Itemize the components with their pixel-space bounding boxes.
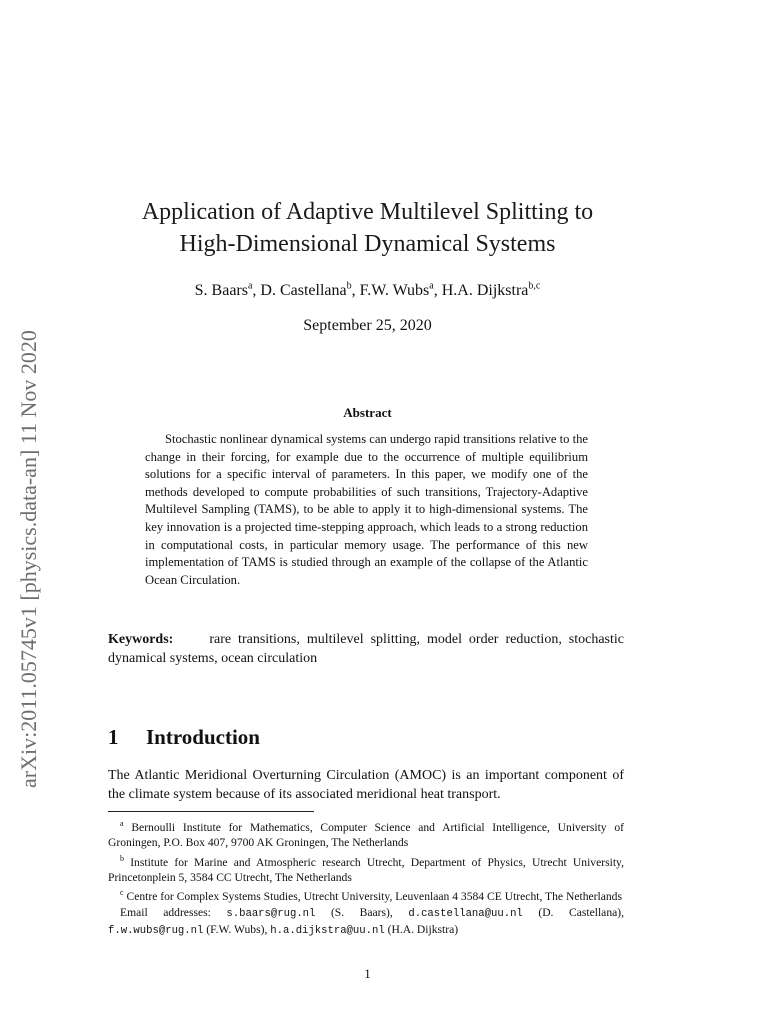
keywords-label: Keywords: (108, 632, 174, 647)
paper-date: September 25, 2020 (303, 317, 432, 334)
email-link[interactable]: s.baars@rug.nl (226, 907, 316, 920)
author-affiliation: a (247, 281, 253, 292)
footnote-email: Email addresses: s.baars@rug.nl (S. Baars), d.castellana@uu.nl (D. Castellana), f.w.wubs@rug.nl (F.W. Wubs), h.a.dijkstra@uu.nl (H.A. Dijkstra) (108, 905, 625, 938)
author-affiliation: a (429, 281, 434, 292)
section-heading (108, 725, 260, 750)
arxiv-stamp: arXiv:2011.05745v1 [physics.data-an] 11 Nov 2020 (16, 330, 41, 788)
author: D. Castellana$^b$, (260, 281, 360, 300)
paper-title (0, 196, 735, 260)
keywords (108, 630, 624, 668)
section-number: 1 (108, 725, 119, 749)
author-list (0, 281, 735, 300)
footnote-c: $^c$ Centre for Complex Systems Studies, Utrecht University, Leuvenlaan 4 3584 CE Utrecht, The Netherlands (120, 888, 622, 904)
intro-paragraph: The Atlantic Meridional Overturning Circulation (AMOC) is an important component of the climate system because of its associated meridional heat transport. (108, 768, 624, 802)
abstract-body: Stochastic nonlinear dynamical systems can undergo rapid transitions relative to the change in their forcing, for example due to the occurrence of multiple equilibrium solutions for a specific interval of parameters. In this paper, we modify one of the methods developed to compute probabilities of such transitions, Trajectory-Adaptive Multilevel Sampling (TAMS), to be able to apply it to high-dimensional systems. The key innovation is a projected time-stepping approach, which leads to a strong reduction in computational costs, in particular memory usage. The performance of this new implementation of TAMS is studied through an example of the collapse of the Atlantic Ocean Circulation. (145, 432, 588, 587)
abstract-heading: Abstract (343, 405, 392, 420)
section-title: Introduction (146, 725, 260, 749)
footnote-b: $^b$ Institute for Marine and Atmospheric research Utrecht, Department of Physics, Utrecht University, Princetonplein 5, 3584 CC Utrecht, The Netherlands (108, 853, 624, 884)
title-line-1: Application of Adaptive Multilevel Splitting to (141, 199, 594, 225)
email-link[interactable]: d.castellana@uu.nl (408, 907, 523, 920)
title-line-2: High-Dimensional Dynamical Systems (179, 231, 556, 257)
author-affiliation: b (346, 281, 352, 292)
email-link[interactable]: f.w.wubs@rug.nl (108, 925, 204, 938)
footnote-a: $^a$ Bernoulli Institute for Mathematics, Computer Science and Artificial Intelligence, University of Groningen, P.O. Box 407, 9700 AK Groningen, The Netherlands (108, 819, 624, 850)
author-affiliation: b,c (528, 281, 541, 292)
email-link[interactable]: h.a.dijkstra@uu.nl (270, 925, 385, 938)
footnote-divider (108, 811, 314, 812)
author: H.A. Dijkstra$^{b,c}$ (441, 281, 541, 300)
page-number: 1 (364, 966, 371, 981)
footnotes (108, 816, 624, 939)
keywords-text: rare transitions, multilevel splitting, model order reduction, stochastic dynamical systems, ocean circulation (108, 632, 624, 666)
author: S. Baars$^a$, (194, 281, 261, 300)
author: F.W. Wubs$^a$, (359, 281, 442, 300)
